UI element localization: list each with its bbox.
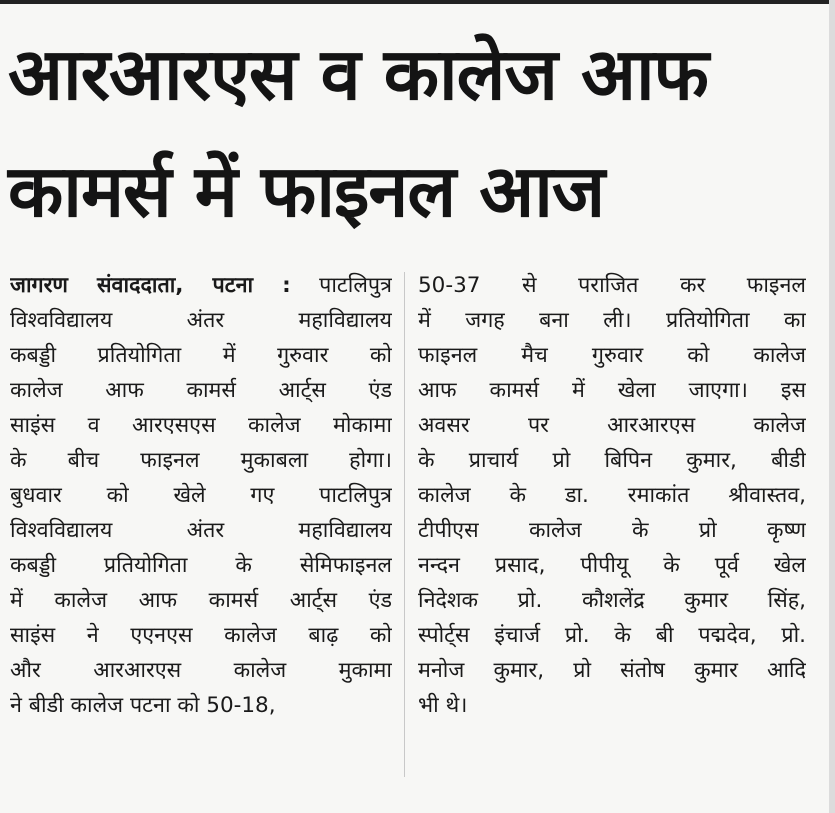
- article-line: नन्दन प्रसाद, पीपीयू के पूर्व खेल: [418, 553, 806, 578]
- article-line: निदेशक प्रो. कौशलेंद्र कुमार सिंह,: [418, 588, 806, 613]
- article-line: कबड्डी प्रतियोगिता में गुरुवार को: [10, 343, 392, 368]
- article-line: कालेज के डा. रमाकांत श्रीवास्तव,: [418, 483, 806, 508]
- right-border-rule: [829, 0, 835, 813]
- article-left-column: [10, 268, 392, 723]
- article-line: के प्राचार्य प्रो बिपिन कुमार, बीडी: [418, 448, 806, 473]
- article-line: और आरआरएस कालेज मुकामा: [10, 658, 392, 683]
- article-right-column: [418, 268, 806, 723]
- article-line: जागरण संवाददाता, पटना : पाटलिपुत्र: [10, 273, 392, 298]
- headline-line-1: आरआरएस व कालेज आफ: [8, 32, 709, 116]
- article-line: के बीच फाइनल मुकाबला होगा।: [10, 448, 392, 473]
- article-line: टीपीएस कालेज के प्रो कृष्ण: [418, 518, 806, 543]
- article-line: ने बीडी कालेज पटना को 50-18,: [10, 693, 276, 718]
- dateline: जागरण संवाददाता, पटना :: [10, 273, 291, 298]
- article-line: बुधवार को खेले गए पाटलिपुत्र: [10, 483, 392, 508]
- article-line: साइंस व आरएसएस कालेज मोकामा: [10, 413, 392, 438]
- article-line: साइंस ने एएनएस कालेज बाढ़ को: [10, 623, 392, 648]
- article-line: कालेज आफ कामर्स आर्ट्स एंड: [10, 378, 392, 403]
- article-line: में कालेज आफ कामर्स आर्ट्स एंड: [10, 588, 392, 613]
- article-line: मनोज कुमार, प्रो संतोष कुमार आदि: [418, 658, 806, 683]
- article-line: विश्वविद्यालय अंतर महाविद्यालय: [10, 308, 392, 333]
- headline-line-2: कामर्स में फाइनल आज: [8, 149, 605, 233]
- article-line: स्पोर्ट्स इंचार्ज प्रो. के बी पद्मदेव, प्रो.: [418, 623, 806, 648]
- article-line: कबड्डी प्रतियोगिता के सेमिफाइनल: [10, 553, 392, 578]
- article-line: फाइनल मैच गुरुवार को कालेज: [418, 343, 806, 368]
- article-line: में जगह बना ली। प्रतियोगिता का: [418, 308, 806, 333]
- article-line: 50-37 से पराजित कर फाइनल: [418, 273, 806, 298]
- article-line: अवसर पर आरआरएस कालेज: [418, 413, 806, 438]
- column-divider: [404, 272, 405, 777]
- top-border-rule: [0, 0, 835, 4]
- article-line: विश्वविद्यालय अंतर महाविद्यालय: [10, 518, 392, 543]
- article-line: आफ कामर्स में खेला जाएगा। इस: [418, 378, 806, 403]
- article-line: भी थे।: [418, 693, 468, 718]
